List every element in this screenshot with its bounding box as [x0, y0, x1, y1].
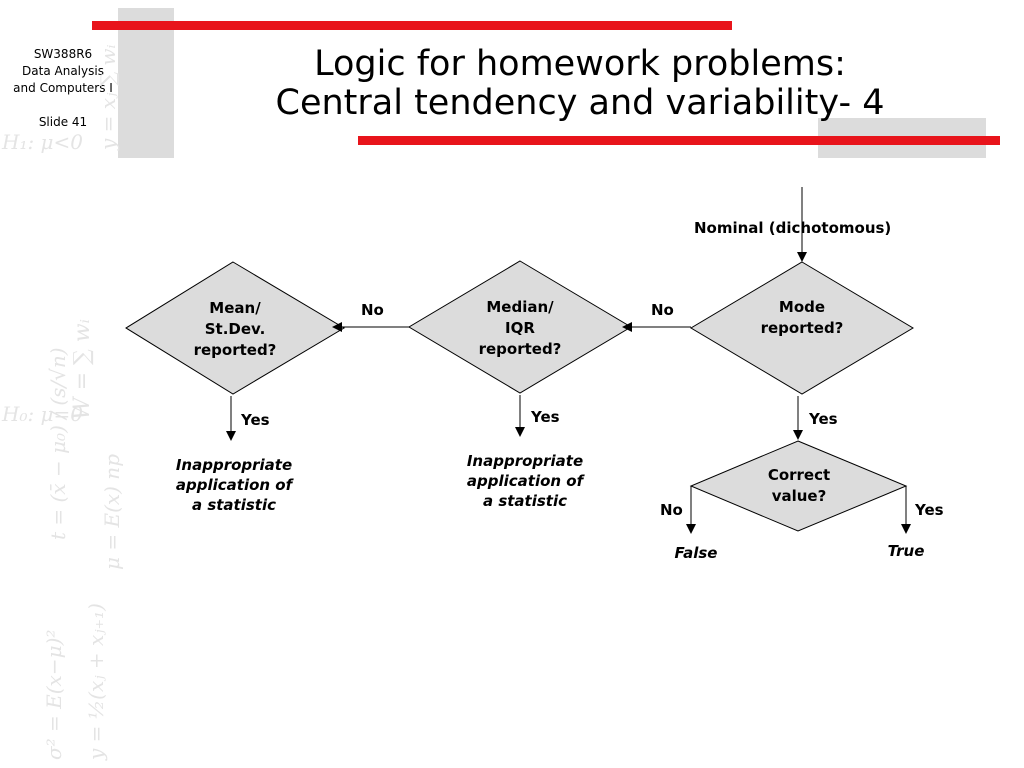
formula-7: σ² = E(x−μ)²	[42, 629, 66, 760]
slide-number: Slide 41	[38, 115, 88, 129]
correct-yes-label: Yes	[915, 501, 944, 519]
mode-question	[742, 297, 862, 339]
course-name-line1: Data Analysis	[22, 64, 104, 78]
true-result: True	[887, 542, 925, 560]
formula-3: W = ∑ wᵢ	[70, 319, 95, 420]
mode-question-line2: reported?	[760, 319, 844, 337]
mode-yes-label: Yes	[809, 410, 838, 428]
formula-2: y = xⱼ ∑ wᵢ	[96, 44, 120, 150]
formula-1: H₁: μ<0	[2, 130, 84, 154]
correct-question-line1: Correct	[767, 466, 831, 484]
mean-result-line1: Inappropriate	[175, 456, 293, 474]
correct-question	[739, 465, 859, 507]
mean-question-line3: reported?	[193, 341, 277, 359]
median-question	[460, 297, 580, 360]
mean-question	[175, 298, 295, 361]
false-result: False	[674, 544, 718, 562]
median-result-line2: application of	[466, 472, 584, 490]
median-result-line1: Inappropriate	[466, 452, 584, 470]
mean-result-line3: a statistic	[191, 496, 276, 514]
mean-result-line2: application of	[175, 476, 293, 494]
mode-question-line1: Mode	[778, 298, 826, 316]
entry-label: Nominal (dichotomous)	[694, 219, 892, 237]
median-no-label: No	[361, 301, 384, 319]
slide-title-line2: Central tendency and variability- 4	[275, 83, 885, 123]
formula-6: μ = E(x) np	[100, 454, 124, 570]
course-name-line2: and Computers I	[13, 81, 113, 95]
formula-4: H₀: μ=0	[2, 402, 84, 426]
median-question-line2: IQR	[505, 319, 535, 337]
mean-question-line2: St.Dev.	[204, 320, 266, 338]
median-yes-label: Yes	[531, 408, 560, 426]
mean-question-line1: Mean/	[209, 299, 261, 317]
median-result	[440, 451, 610, 511]
slide-title-line1: Logic for homework problems:	[314, 44, 846, 84]
mode-no-label: No	[651, 301, 674, 319]
correct-no-label: No	[660, 501, 683, 519]
median-result-line3: a statistic	[482, 492, 567, 510]
median-question-line3: reported?	[478, 340, 562, 358]
mean-result	[149, 455, 319, 515]
formula-8: y = ½(xⱼ + xⱼ₊₁)	[84, 603, 108, 760]
median-question-line1: Median/	[486, 298, 554, 316]
mean-yes-label: Yes	[241, 411, 270, 429]
formula-5: t = (x̄ − μ₀) / (s/√n)	[46, 347, 70, 540]
correct-question-line2: value?	[771, 487, 827, 505]
course-code: SW388R6	[33, 47, 93, 61]
